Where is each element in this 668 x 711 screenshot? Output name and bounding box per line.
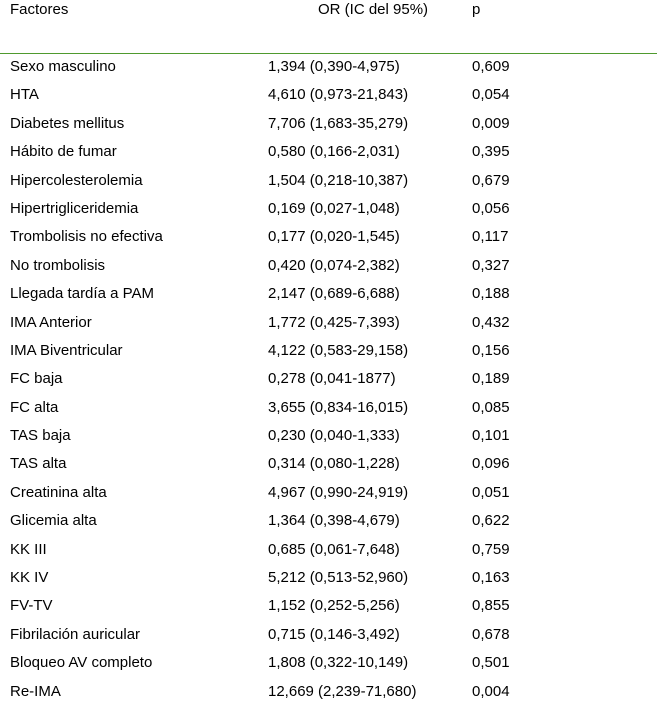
table-row [0,83,668,111]
table-row [0,282,668,310]
row-factor: FC baja [10,370,63,388]
row-p-value: 0,004 [472,682,510,700]
row-p-value: 0,395 [472,143,510,161]
row-p-value: 0,096 [472,455,510,473]
row-odds-ratio: 1,504 (0,218-10,387) [268,171,409,189]
row-factor: Diabetes mellitus [10,114,125,132]
row-p-value: 0,163 [472,569,510,587]
row-p-value: 0,609 [472,58,510,75]
table-row [0,311,668,339]
row-factor: Hipercolesterolemia [10,171,143,189]
table-row [0,55,668,83]
row-p-value: 0,679 [472,171,510,189]
table-row [0,112,668,140]
row-odds-ratio: 4,967 (0,990-24,919) [268,483,409,501]
row-odds-ratio: 7,706 (1,683-35,279) [268,114,409,132]
row-p-value: 0,188 [472,285,510,303]
row-odds-ratio: 3,655 (0,834-16,015) [268,398,409,416]
row-factor: HTA [10,86,39,104]
table-row [0,651,668,679]
row-p-value: 0,501 [472,654,510,672]
table-row [0,197,668,225]
row-factor: KK IV [10,569,49,587]
table-row [0,225,668,253]
row-odds-ratio: 0,169 (0,027-1,048) [268,199,400,217]
row-odds-ratio: 1,152 (0,252-5,256) [268,597,400,615]
row-factor: Trombolisis no efectiva [10,228,163,246]
row-factor: Glicemia alta [10,512,97,530]
row-factor: Bloqueo AV completo [10,654,153,672]
table-row [0,481,668,509]
table-row [0,509,668,537]
table-row [0,538,668,566]
row-p-value: 0,622 [472,512,510,530]
table-row [0,254,668,282]
row-odds-ratio: 0,314 (0,080-1,228) [268,455,400,473]
row-p-value: 0,085 [472,398,510,416]
row-factor: KK III [10,540,47,558]
table-row [0,140,668,168]
row-factor: Hipertrigliceridemia [10,199,139,217]
row-factor: TAS baja [10,427,71,445]
header-odds-ratio: OR (IC del 95%) [318,1,429,18]
table-row [0,339,668,367]
table-row [0,623,668,651]
row-odds-ratio: 0,230 (0,040-1,333) [268,427,400,445]
table-header [0,0,668,40]
row-odds-ratio: 5,212 (0,513-52,960) [268,569,409,587]
row-p-value: 0,678 [472,625,510,643]
row-factor: IMA Anterior [10,313,92,331]
table-row [0,367,668,395]
row-p-value: 0,432 [472,313,510,331]
row-odds-ratio: 0,177 (0,020-1,545) [268,228,400,246]
row-odds-ratio: 1,364 (0,398-4,679) [268,512,400,530]
row-odds-ratio: 0,715 (0,146-3,492) [268,625,400,643]
row-factor: Hábito de fumar [10,143,117,161]
row-p-value: 0,156 [472,341,510,359]
row-p-value: 0,327 [472,256,510,274]
row-p-value: 0,009 [472,114,510,132]
row-factor: No trombolisis [10,256,106,274]
row-factor: Creatinina alta [10,483,107,501]
table-row [0,396,668,424]
row-odds-ratio: 0,580 (0,166-2,031) [268,143,400,161]
row-p-value: 0,117 [472,228,509,246]
row-factor: IMA Biventricular [10,341,123,359]
table-row [0,680,668,708]
row-p-value: 0,101 [472,427,510,445]
row-odds-ratio: 0,685 (0,061-7,648) [268,540,400,558]
table-row [0,452,668,480]
row-factor: Sexo masculino [10,58,116,75]
row-odds-ratio: 0,420 (0,074-2,382) [268,256,400,274]
row-factor: FC alta [10,398,59,416]
header-p-value: p [472,1,481,18]
table-body [0,55,668,708]
row-odds-ratio: 1,808 (0,322-10,149) [268,654,409,672]
row-factor: FV-TV [10,597,53,615]
row-p-value: 0,759 [472,540,510,558]
table-row [0,594,668,622]
header-divider [0,53,657,54]
row-odds-ratio: 1,394 (0,390-4,975) [268,58,400,75]
table-row [0,424,668,452]
header-factors: Factores [10,1,69,18]
row-odds-ratio: 2,147 (0,689-6,688) [268,285,400,303]
row-odds-ratio: 0,278 (0,041-1877) [268,370,396,388]
row-p-value: 0,855 [472,597,510,615]
row-p-value: 0,189 [472,370,510,388]
row-factor: TAS alta [10,455,67,473]
row-odds-ratio: 1,772 (0,425-7,393) [268,313,400,331]
row-odds-ratio: 4,610 (0,973-21,843) [268,86,409,104]
row-p-value: 0,054 [472,86,510,104]
row-odds-ratio: 4,122 (0,583-29,158) [268,341,409,359]
row-odds-ratio: 12,669 (2,239-71,680) [268,682,417,700]
table-row [0,566,668,594]
row-factor: Fibrilación auricular [10,625,141,643]
row-factor: Llegada tardía a PAM [10,285,154,303]
table-row [0,169,668,197]
row-p-value: 0,051 [472,483,510,501]
row-p-value: 0,056 [472,199,510,217]
row-factor: Re-IMA [10,682,61,700]
